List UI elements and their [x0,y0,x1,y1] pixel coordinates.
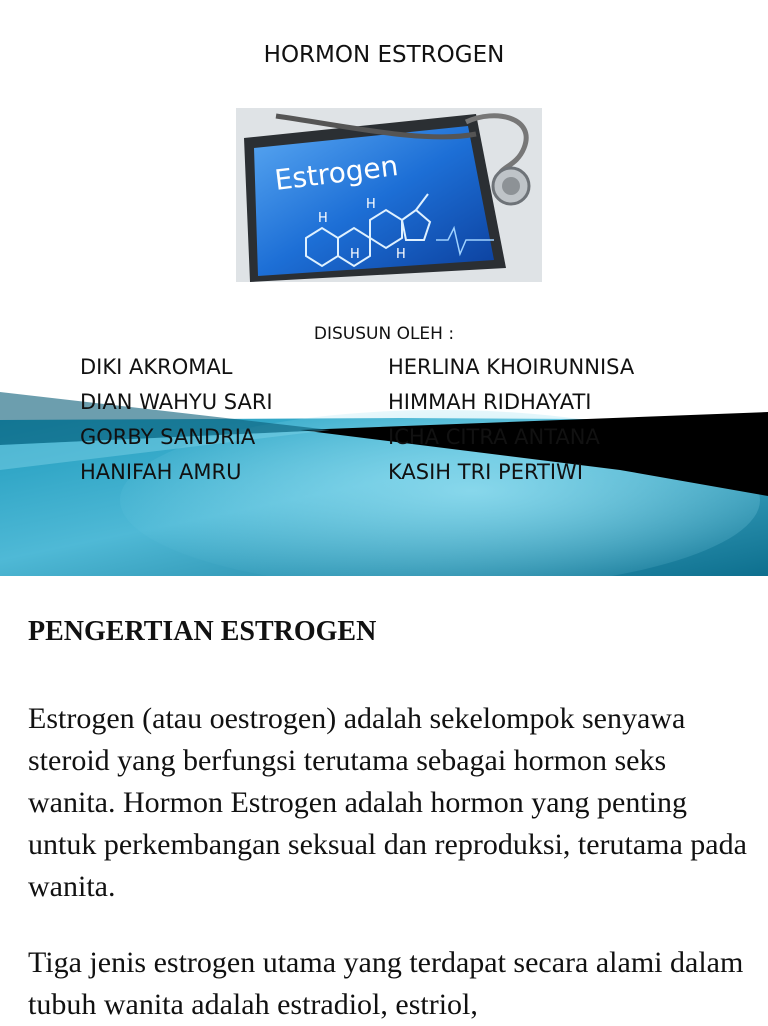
author-name: HIMMAH RIDHAYATI [388,390,592,414]
author-name: HERLINA KHOIRUNNISA [388,355,635,379]
definition-paragraph: Estrogen (atau oestrogen) adalah sekelompok senyawa steroid yang berfungsi terutama sebagai hormon seks wanita. Hormon Estrogen adalah hormon yang penting untuk perkembangan seksual dan reproduksi, terutama pada wanita. [28,702,747,903]
atom-label-h: H [318,211,328,226]
image-label-estrogen: Estrogen [272,149,400,197]
byline: DISUSUN OLEH : [313,324,455,344]
author-name: DIKI AKROMAL [80,355,233,379]
author-name: ICHA CITRA ANTANA [388,425,600,449]
slide-title: HORMON ESTROGEN [263,42,505,68]
atom-label-h: H [396,247,406,262]
estrogen-tablet-image [236,108,542,282]
author-name: DIAN WAHYU SARI [80,390,273,414]
author-name: HANIFAH AMRU [80,460,242,484]
definition-slide [0,576,768,1024]
atom-label-h: H [366,197,376,212]
types-paragraph: Tiga jenis estrogen utama yang terdapat secara alami dalam tubuh wanita adalah estradiol, estriol, [28,946,744,1021]
slide-heading: PENGERTIAN ESTROGEN [28,616,377,647]
author-name: KASIH TRI PERTIWI [388,460,584,484]
author-name: GORBY SANDRIA [80,425,256,449]
atom-label-h: H [350,247,360,262]
